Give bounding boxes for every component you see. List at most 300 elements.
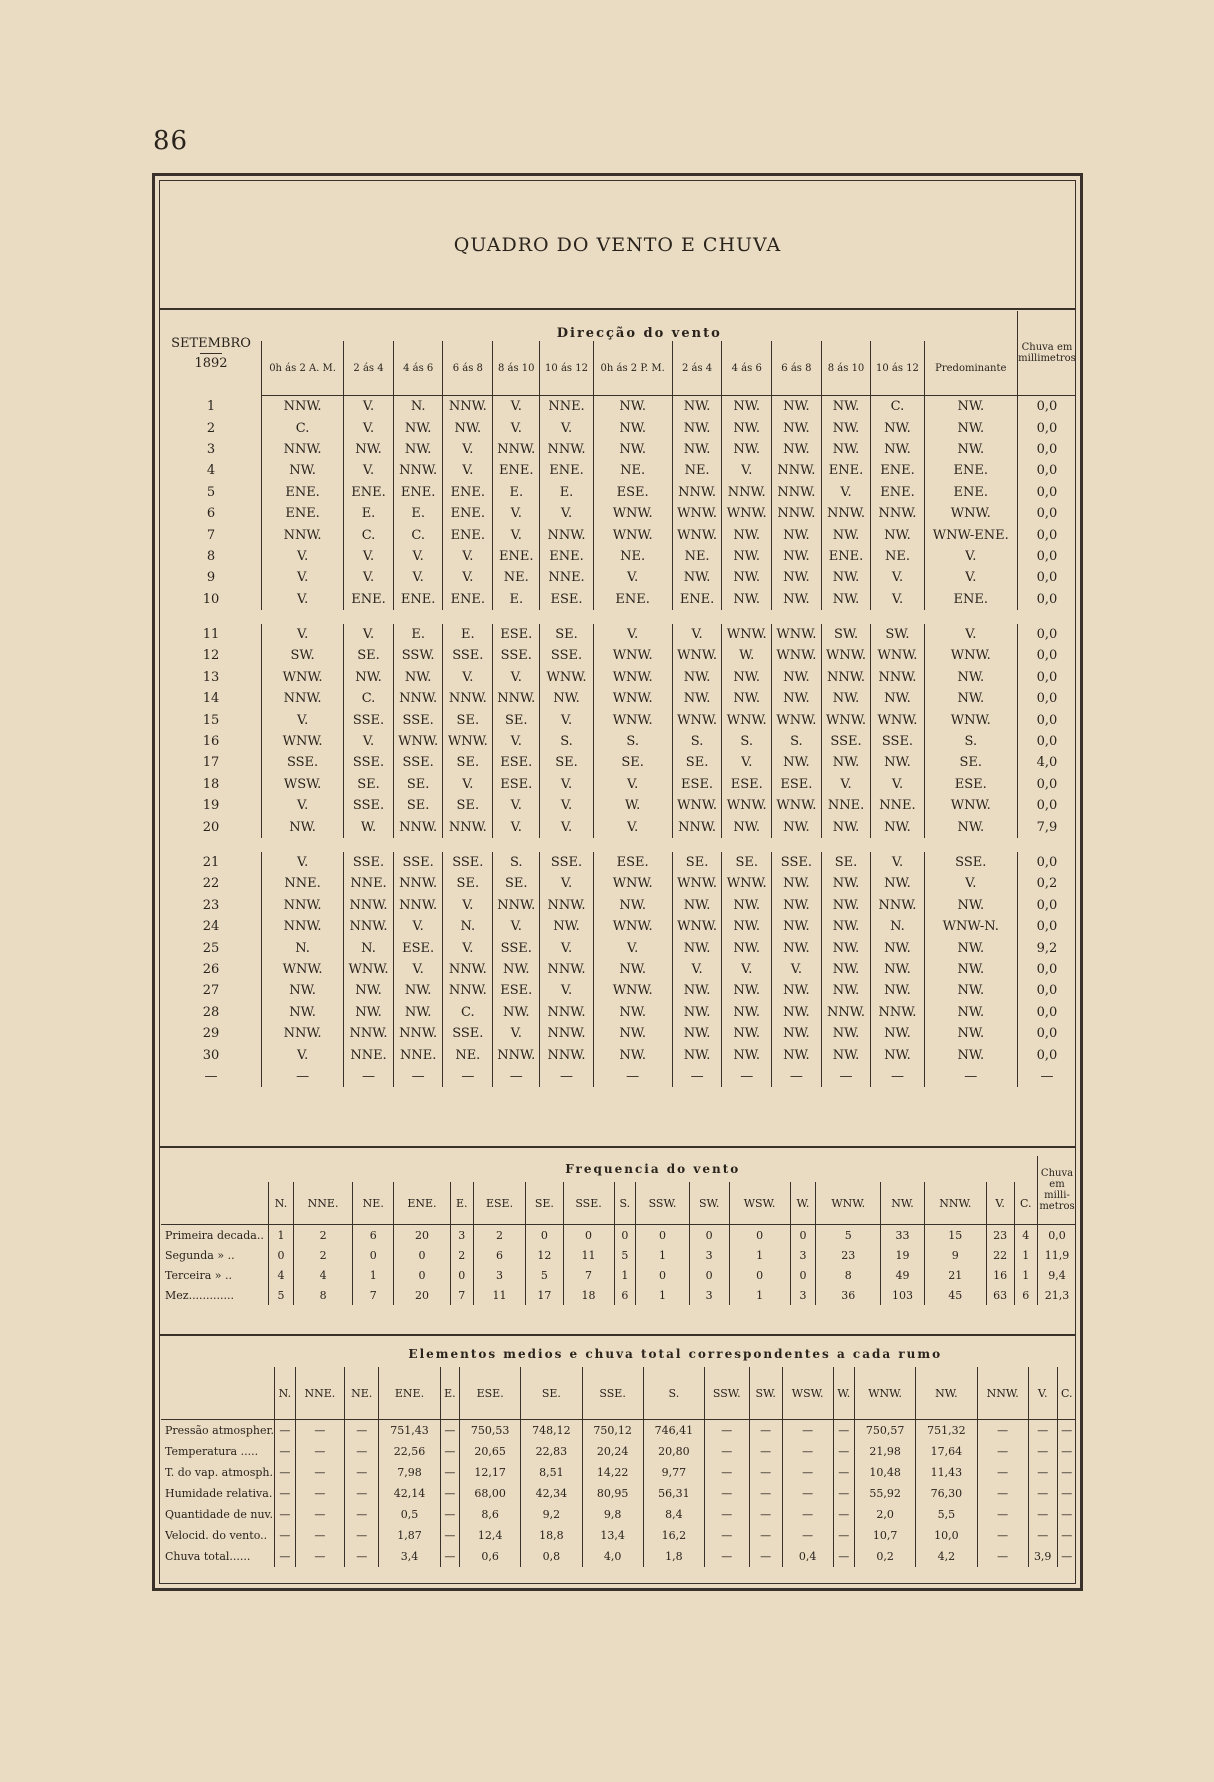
frequency-cell: 15 bbox=[924, 1225, 986, 1246]
elements-cell: — bbox=[704, 1420, 749, 1442]
row-label: Temperatura ..... bbox=[165, 1445, 259, 1458]
frequency-cell: 1 bbox=[353, 1265, 394, 1285]
direction-cell: WNW. bbox=[540, 667, 593, 688]
direction-cell: NW. bbox=[821, 980, 871, 1001]
table-row bbox=[161, 937, 1076, 958]
direction-cell: NW. bbox=[672, 1002, 722, 1023]
elements-cell: — bbox=[749, 1546, 782, 1567]
direction-cell: WNW. bbox=[924, 645, 1017, 666]
direction-cell: NNW. bbox=[443, 816, 493, 837]
direction-cell: NW. bbox=[821, 895, 871, 916]
elements-cell: 9,2 bbox=[521, 1504, 582, 1525]
direction-cell: V. bbox=[672, 624, 722, 645]
elements-cell: 21,98 bbox=[855, 1441, 916, 1462]
elements-cell: — bbox=[1057, 1462, 1076, 1483]
frequency-cell: 36 bbox=[816, 1285, 881, 1305]
day-cell: 16 bbox=[202, 734, 220, 750]
elements-cell: 3,4 bbox=[379, 1546, 440, 1567]
direction-cell: ENE. bbox=[344, 482, 394, 503]
direction-cell: V. bbox=[540, 980, 593, 1001]
direction-cell: WNW. bbox=[722, 709, 772, 730]
elements-cell: — bbox=[977, 1420, 1028, 1442]
table-row bbox=[161, 1066, 1076, 1087]
elements-cell: 22,83 bbox=[521, 1441, 582, 1462]
day-cell: 25 bbox=[202, 940, 220, 956]
rain-cell: 0,0 bbox=[1018, 895, 1077, 916]
elements-cell: 17,64 bbox=[916, 1441, 977, 1462]
frequency-column-header: NNE. bbox=[293, 1182, 352, 1225]
elements-column-header: ESE. bbox=[460, 1367, 521, 1420]
frequency-column-header: SSW. bbox=[636, 1182, 690, 1225]
direction-cell: V. bbox=[262, 795, 344, 816]
direction-cell: NW. bbox=[871, 752, 924, 773]
rain-cell: 0,0 bbox=[1018, 1044, 1077, 1065]
direction-cell: WNW. bbox=[593, 645, 672, 666]
elements-cell: 4,0 bbox=[582, 1546, 643, 1567]
elements-cell: — bbox=[1028, 1525, 1057, 1546]
direction-cell: ENE. bbox=[871, 482, 924, 503]
elements-cell: 1,8 bbox=[643, 1546, 704, 1567]
direction-cell: V. bbox=[443, 667, 493, 688]
row-label: Velocid. do vento.. bbox=[165, 1529, 268, 1542]
elements-cell: 10,0 bbox=[916, 1525, 977, 1546]
direction-cell: S. bbox=[540, 731, 593, 752]
table-row bbox=[161, 816, 1076, 837]
frequency-column-header: SW. bbox=[689, 1182, 729, 1225]
frequency-cell: 16 bbox=[986, 1265, 1014, 1285]
elements-cell: — bbox=[977, 1462, 1028, 1483]
direction-cell: NE. bbox=[871, 546, 924, 567]
direction-cell: V. bbox=[393, 567, 443, 588]
direction-cell: SE. bbox=[443, 709, 493, 730]
frequency-cell: 22 bbox=[986, 1245, 1014, 1265]
direction-cell: V. bbox=[344, 731, 394, 752]
direction-cell: NW. bbox=[924, 937, 1017, 958]
direction-cell: V. bbox=[393, 959, 443, 980]
direction-cell: WNW. bbox=[722, 503, 772, 524]
day-cell: 14 bbox=[202, 691, 220, 707]
day-cell: 15 bbox=[202, 712, 220, 728]
direction-cell: SSE. bbox=[393, 852, 443, 873]
direction-cell: WNW. bbox=[672, 503, 722, 524]
direction-cell: WNW. bbox=[593, 873, 672, 894]
direction-cell: WNW. bbox=[262, 959, 344, 980]
elements-cell: — bbox=[749, 1504, 782, 1525]
direction-cell: E. bbox=[493, 589, 540, 610]
table-row bbox=[161, 1002, 1076, 1023]
day-cell: 6 bbox=[206, 506, 216, 522]
direction-cell: — bbox=[540, 1066, 593, 1087]
frequency-column-header: SSE. bbox=[563, 1182, 614, 1225]
day-cell: 22 bbox=[202, 876, 220, 892]
direction-cell: NW. bbox=[593, 439, 672, 460]
elements-cell: — bbox=[704, 1525, 749, 1546]
elements-cell: 748,12 bbox=[521, 1420, 582, 1442]
elements-cell: — bbox=[345, 1483, 379, 1504]
elements-column-header: NE. bbox=[345, 1367, 379, 1420]
elements-cell: 751,32 bbox=[916, 1420, 977, 1442]
elements-column-header: SSE. bbox=[582, 1367, 643, 1420]
direction-cell: — bbox=[262, 1066, 344, 1087]
direction-cell: NNE. bbox=[540, 396, 593, 418]
direction-cell: NNE. bbox=[262, 873, 344, 894]
direction-cell: NNW. bbox=[262, 895, 344, 916]
direction-cell: NW. bbox=[821, 567, 871, 588]
elements-cell: 20,65 bbox=[460, 1441, 521, 1462]
frequency-cell: 0 bbox=[790, 1225, 816, 1246]
direction-cell: V. bbox=[344, 396, 394, 418]
direction-cell: NW. bbox=[871, 816, 924, 837]
direction-cell: SE. bbox=[393, 774, 443, 795]
direction-cell: NW. bbox=[722, 916, 772, 937]
frequency-cell: 6 bbox=[614, 1285, 636, 1305]
direction-cell: ENE. bbox=[821, 460, 871, 481]
day-cell: 30 bbox=[202, 1047, 220, 1063]
table-row bbox=[161, 752, 1076, 773]
direction-cell: V. bbox=[493, 1023, 540, 1044]
rain-cell: 0,0 bbox=[1018, 567, 1077, 588]
wind-column-header: 8 ás 10 bbox=[821, 341, 871, 396]
elements-cell: 8,6 bbox=[460, 1504, 521, 1525]
direction-cell: NW. bbox=[821, 439, 871, 460]
direction-cell: NE. bbox=[672, 460, 722, 481]
elements-cell: 750,12 bbox=[582, 1420, 643, 1442]
elements-cell: 42,34 bbox=[521, 1483, 582, 1504]
elements-cell: — bbox=[440, 1483, 459, 1504]
direction-cell: NNW. bbox=[393, 460, 443, 481]
direction-cell: NNW. bbox=[262, 396, 344, 418]
frequency-cell: 49 bbox=[881, 1265, 925, 1285]
row-label: T. do vap. atmosph. bbox=[165, 1466, 273, 1479]
direction-cell: V. bbox=[493, 795, 540, 816]
elements-cell: — bbox=[345, 1546, 379, 1567]
rain-cell: 0,0 bbox=[1018, 795, 1077, 816]
direction-cell: V. bbox=[821, 482, 871, 503]
day-cell: 24 bbox=[202, 919, 220, 935]
frequency-column-header: NNW. bbox=[924, 1182, 986, 1225]
direction-cell: — bbox=[344, 1066, 394, 1087]
direction-cell: V. bbox=[262, 1044, 344, 1065]
table-row bbox=[161, 1441, 1076, 1462]
elements-cell: — bbox=[440, 1546, 459, 1567]
table-row bbox=[161, 873, 1076, 894]
direction-cell: NW. bbox=[722, 589, 772, 610]
day-cell: 3 bbox=[206, 441, 216, 457]
direction-cell: NW. bbox=[924, 667, 1017, 688]
elements-cell: — bbox=[345, 1462, 379, 1483]
direction-cell: C. bbox=[344, 688, 394, 709]
direction-cell: NW. bbox=[393, 667, 443, 688]
elements-cell: — bbox=[749, 1441, 782, 1462]
frequency-cell: 5 bbox=[816, 1225, 881, 1246]
direction-cell: ENE. bbox=[924, 482, 1017, 503]
elements-cell: 746,41 bbox=[643, 1420, 704, 1442]
direction-cell: V. bbox=[493, 417, 540, 438]
row-label: Segunda » .. bbox=[165, 1248, 235, 1262]
frequency-cell: 20 bbox=[394, 1225, 450, 1246]
elements-cell: 0,5 bbox=[379, 1504, 440, 1525]
frequency-cell: 103 bbox=[881, 1285, 925, 1305]
elements-cell: 22,56 bbox=[379, 1441, 440, 1462]
elements-cell: 16,2 bbox=[643, 1525, 704, 1546]
rain-header: Chuva em millimetros bbox=[1018, 311, 1077, 396]
direction-cell: NW. bbox=[924, 417, 1017, 438]
elements-cell: — bbox=[833, 1504, 855, 1525]
direction-cell: NW. bbox=[772, 439, 822, 460]
table-row bbox=[161, 959, 1076, 980]
table-row bbox=[161, 1483, 1076, 1504]
elements-cell: — bbox=[749, 1420, 782, 1442]
elements-cell: — bbox=[977, 1441, 1028, 1462]
direction-cell: SSE. bbox=[443, 1023, 493, 1044]
elements-column-header: E. bbox=[440, 1367, 459, 1420]
direction-cell: V. bbox=[540, 937, 593, 958]
direction-cell: ESE. bbox=[493, 774, 540, 795]
frequency-cell: 0 bbox=[689, 1225, 729, 1246]
rain-cell: 0,0 bbox=[1018, 589, 1077, 610]
elements-cell: — bbox=[345, 1441, 379, 1462]
elements-column-header: SW. bbox=[749, 1367, 782, 1420]
direction-cell: — bbox=[493, 1066, 540, 1087]
direction-cell: S. bbox=[593, 731, 672, 752]
direction-cell: V. bbox=[871, 774, 924, 795]
elements-cell: 12,17 bbox=[460, 1462, 521, 1483]
direction-cell: NNW. bbox=[540, 1002, 593, 1023]
direction-cell: NW. bbox=[593, 417, 672, 438]
direction-cell: NW. bbox=[593, 1044, 672, 1065]
direction-cell: NW. bbox=[821, 916, 871, 937]
direction-cell: NW. bbox=[722, 937, 772, 958]
direction-cell: NNE. bbox=[871, 795, 924, 816]
direction-cell: SSE. bbox=[924, 852, 1017, 873]
rain-cell: 0,0 bbox=[1018, 731, 1077, 752]
direction-cell: S. bbox=[672, 731, 722, 752]
row-label: Primeira decada.. bbox=[165, 1228, 264, 1242]
elements-cell: 5,5 bbox=[916, 1504, 977, 1525]
day-cell: 9 bbox=[206, 570, 216, 586]
direction-cell: E. bbox=[344, 503, 394, 524]
direction-cell: NW. bbox=[722, 1023, 772, 1044]
direction-cell: WNW. bbox=[262, 731, 344, 752]
direction-cell: NW. bbox=[672, 667, 722, 688]
elements-cell: — bbox=[440, 1441, 459, 1462]
elements-cell: 13,4 bbox=[582, 1525, 643, 1546]
direction-cell: NW. bbox=[772, 396, 822, 418]
direction-cell: ESE. bbox=[540, 589, 593, 610]
frequency-cell: 0 bbox=[353, 1245, 394, 1265]
table-row bbox=[161, 417, 1076, 438]
direction-cell: — bbox=[443, 1066, 493, 1087]
direction-cell: NNW. bbox=[821, 503, 871, 524]
direction-cell: NNW. bbox=[393, 895, 443, 916]
direction-cell: ENE. bbox=[344, 589, 394, 610]
day-cell: 19 bbox=[202, 798, 220, 814]
direction-cell: WNW. bbox=[262, 667, 344, 688]
direction-cell: V. bbox=[493, 503, 540, 524]
direction-cell: NW. bbox=[540, 688, 593, 709]
elements-cell: — bbox=[704, 1441, 749, 1462]
direction-cell: WNW. bbox=[722, 795, 772, 816]
direction-cell: NNE. bbox=[393, 1044, 443, 1065]
direction-cell: ESE. bbox=[924, 774, 1017, 795]
table-row bbox=[161, 624, 1076, 645]
direction-cell: V. bbox=[493, 667, 540, 688]
direction-cell: NNE. bbox=[821, 795, 871, 816]
direction-cell: NNW. bbox=[262, 439, 344, 460]
month-header: SETEMBRO 1892 bbox=[171, 335, 251, 371]
direction-cell: C. bbox=[344, 524, 394, 545]
elements-cell: 18,8 bbox=[521, 1525, 582, 1546]
direction-cell: NW. bbox=[262, 816, 344, 837]
frequency-cell: 11 bbox=[473, 1285, 525, 1305]
elements-group-header: Elementos medios e chuva total correspondentes a cada rumo bbox=[408, 1347, 943, 1361]
frequency-cell: 0 bbox=[269, 1245, 294, 1265]
direction-cell: NW. bbox=[672, 688, 722, 709]
frequency-cell: 6 bbox=[353, 1225, 394, 1246]
rain-cell: 21,3 bbox=[1038, 1285, 1077, 1305]
direction-cell: NW. bbox=[924, 1023, 1017, 1044]
direction-cell: WNW. bbox=[672, 795, 722, 816]
direction-cell: NE. bbox=[593, 546, 672, 567]
direction-cell: NW. bbox=[393, 980, 443, 1001]
wind-column-header: 8 ás 10 bbox=[493, 341, 540, 396]
direction-cell: NW. bbox=[772, 1023, 822, 1044]
decade-gap bbox=[161, 838, 1076, 852]
direction-cell: NW. bbox=[871, 1044, 924, 1065]
direction-cell: NW. bbox=[672, 1023, 722, 1044]
direction-cell: V. bbox=[493, 916, 540, 937]
direction-cell: WNW. bbox=[722, 873, 772, 894]
direction-cell: SE. bbox=[593, 752, 672, 773]
elements-cell: — bbox=[440, 1420, 459, 1442]
rain-cell: 11,9 bbox=[1038, 1245, 1077, 1265]
direction-cell: NW. bbox=[772, 589, 822, 610]
direction-cell: V. bbox=[443, 774, 493, 795]
direction-cell: SE. bbox=[493, 709, 540, 730]
rain-cell: 0,0 bbox=[1018, 645, 1077, 666]
direction-cell: NW. bbox=[722, 1044, 772, 1065]
direction-cell: V. bbox=[493, 816, 540, 837]
elements-column-header: C. bbox=[1057, 1367, 1076, 1420]
elements-cell: 12,4 bbox=[460, 1525, 521, 1546]
frequency-cell: 3 bbox=[689, 1285, 729, 1305]
elements-cell: — bbox=[782, 1483, 833, 1504]
direction-cell: SE. bbox=[924, 752, 1017, 773]
day-cell: 18 bbox=[202, 776, 220, 792]
frequency-cell: 0 bbox=[636, 1265, 690, 1285]
direction-cell: ENE. bbox=[443, 482, 493, 503]
frequency-cell: 2 bbox=[293, 1245, 352, 1265]
direction-cell: NW. bbox=[924, 1002, 1017, 1023]
direction-cell: V. bbox=[871, 567, 924, 588]
direction-cell: NW. bbox=[871, 937, 924, 958]
elements-cell: — bbox=[295, 1483, 344, 1504]
rain-cell: 0,0 bbox=[1018, 959, 1077, 980]
direction-cell: V. bbox=[262, 852, 344, 873]
wind-column-header: 4 ás 6 bbox=[393, 341, 443, 396]
direction-cell: NNW. bbox=[393, 1023, 443, 1044]
direction-cell: SW. bbox=[262, 645, 344, 666]
frequency-cell: 0 bbox=[394, 1245, 450, 1265]
direction-cell: NNW. bbox=[672, 482, 722, 503]
frequency-cell: 1 bbox=[729, 1245, 790, 1265]
direction-cell: NNW. bbox=[443, 959, 493, 980]
elements-cell: — bbox=[1057, 1525, 1076, 1546]
frequency-cell: 45 bbox=[924, 1285, 986, 1305]
frequency-cell: 7 bbox=[563, 1265, 614, 1285]
direction-cell: V. bbox=[540, 774, 593, 795]
frequency-column-header: SE. bbox=[526, 1182, 563, 1225]
rain-cell: 0,0 bbox=[1018, 667, 1077, 688]
rain-cell: 9,4 bbox=[1038, 1265, 1077, 1285]
direction-cell: V. bbox=[871, 589, 924, 610]
elements-cell: — bbox=[295, 1525, 344, 1546]
direction-cell: NNW. bbox=[821, 667, 871, 688]
direction-cell: NW. bbox=[593, 1002, 672, 1023]
elements-cell: 14,22 bbox=[582, 1462, 643, 1483]
direction-cell: NW. bbox=[344, 1002, 394, 1023]
direction-cell: V. bbox=[344, 460, 394, 481]
elements-cell: 80,95 bbox=[582, 1483, 643, 1504]
frequency-cell: 7 bbox=[450, 1285, 473, 1305]
direction-cell: NW. bbox=[722, 688, 772, 709]
direction-cell: NW. bbox=[924, 396, 1017, 418]
direction-cell: SSE. bbox=[772, 852, 822, 873]
frequency-cell: 0 bbox=[394, 1265, 450, 1285]
table-row bbox=[161, 589, 1076, 610]
direction-cell: NW. bbox=[393, 1002, 443, 1023]
frequency-cell: 1 bbox=[636, 1245, 690, 1265]
frequency-cell: 21 bbox=[924, 1265, 986, 1285]
elements-cell: — bbox=[275, 1420, 296, 1442]
direction-cell: NW. bbox=[772, 524, 822, 545]
direction-cell: NNW. bbox=[672, 816, 722, 837]
wind-direction-table bbox=[161, 311, 1076, 1087]
rain-cell: 0,0 bbox=[1018, 546, 1077, 567]
wind-column-header: 0h ás 2 P. M. bbox=[593, 341, 672, 396]
elements-cell: — bbox=[295, 1504, 344, 1525]
row-label: Chuva total...... bbox=[165, 1550, 251, 1563]
frequency-cell: 18 bbox=[563, 1285, 614, 1305]
direction-cell: NW. bbox=[493, 1002, 540, 1023]
table-row bbox=[161, 1462, 1076, 1483]
frequency-cell: 4 bbox=[1014, 1225, 1037, 1246]
frequency-cell: 1 bbox=[614, 1265, 636, 1285]
direction-cell: S. bbox=[772, 731, 822, 752]
direction-cell: NW. bbox=[722, 439, 772, 460]
rain-cell: 0,0 bbox=[1018, 417, 1077, 438]
direction-cell: ENE. bbox=[924, 589, 1017, 610]
elements-column-header: W. bbox=[833, 1367, 855, 1420]
direction-cell: NW. bbox=[924, 439, 1017, 460]
day-cell: 27 bbox=[202, 983, 220, 999]
direction-cell: NW. bbox=[924, 959, 1017, 980]
direction-cell: V. bbox=[924, 873, 1017, 894]
direction-cell: N. bbox=[262, 937, 344, 958]
direction-cell: NW. bbox=[772, 1002, 822, 1023]
direction-cell: NNW. bbox=[443, 688, 493, 709]
direction-cell: — bbox=[672, 1066, 722, 1087]
direction-cell: — bbox=[821, 1066, 871, 1087]
direction-cell: SE. bbox=[393, 795, 443, 816]
direction-cell: ESE. bbox=[493, 980, 540, 1001]
frequency-cell: 0 bbox=[729, 1265, 790, 1285]
wind-column-header: 2 ás 4 bbox=[344, 341, 394, 396]
day-cell: 20 bbox=[202, 819, 220, 835]
elements-cell: — bbox=[977, 1504, 1028, 1525]
direction-cell: NW. bbox=[772, 916, 822, 937]
direction-cell: — bbox=[393, 1066, 443, 1087]
